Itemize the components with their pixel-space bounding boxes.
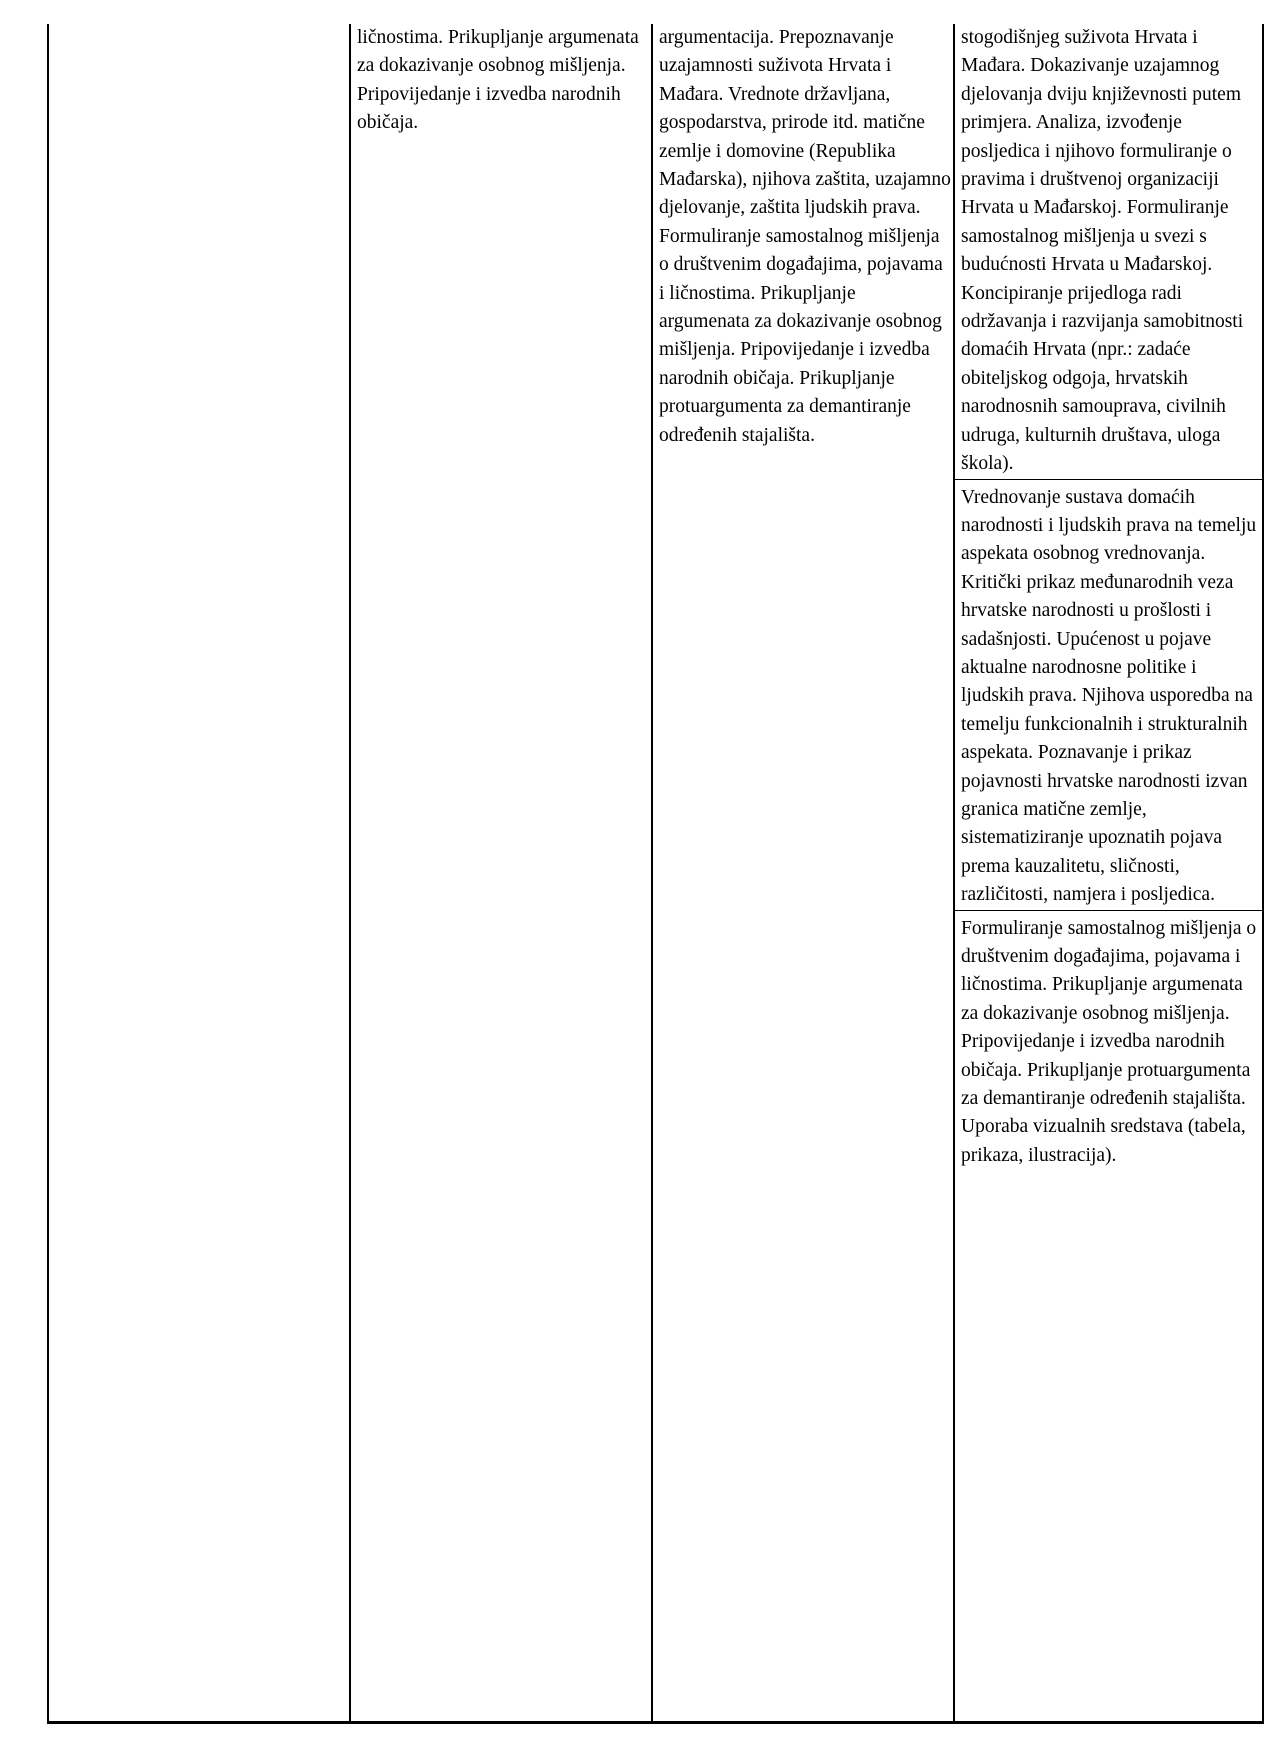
cell-text-col-4-block-3: Formuliranje samostalnog mišljenja o društvenim događajima, pojavama i ličnostima. Prikupljanje argumenata za dokazivanje osobnog mišljenja. Pripovijedanje i izvedba narodnih običaja. Prikupljanje protuargumenta za demantiranje određenih stajališta. Uporaba vizualnih sredstava (tabela, prikaza, ilustracija).	[961, 917, 1257, 1166]
col-4-block-2	[955, 480, 1262, 911]
curriculum-table	[47, 24, 1264, 1724]
col-4-block-1	[955, 24, 1262, 480]
table-cell-col-2	[350, 24, 652, 1723]
cell-text-col-4-block-1: stogodišnjeg suživota Hrvata i Mađara. Dokazivanje uzajamnog djelovanja dviju književnosti putem primjera. Analiza, izvođenje posljedica i njihovo formuliranje o pravima i društvenoj organizaciji Hrvata u Mađarskoj. Formuliranje samostalnog mišljenja u svezi s budućnosti Hrvata u Mađarskoj. Koncipiranje prijedloga radi održavanja i razvijanja samobitnosti domaćih Hrvata (npr.: zadaće obiteljskog odgoja, hrvatskih narodnosnih samouprava, civilnih udruga, kulturnih društava, uloga škola).	[961, 27, 1244, 475]
table-cell-col-4	[954, 24, 1263, 1723]
cell-text-col-3: argumentacija. Prepoznavanje uzajamnosti suživota Hrvata i Mađara. Vrednote državljana, gospodarstva, prirode itd. matične zemlje i domovine (Republika Mađarska), njihova zaštita, uzajamno djelovanje, zaštita ljudskih prava. Formuliranje samostalnog mišljenja o društvenim događajima, pojavama i ličnostima. Prikupljanje argumenata za dokazivanje osobnog mišljenja. Pripovijedanje i izvedba narodnih običaja. Prikupljanje protuargumenta za demantiranje određenih stajališta.	[659, 27, 951, 446]
table-cell-col-1	[48, 24, 350, 1723]
table-row	[48, 24, 1263, 1723]
cell-text-col-4-block-2: Vrednovanje sustava domaćih narodnosti i ljudskih prava na temelju aspekata osobnog vrednovanja. Kritički prikaz međunarodnih veza hrvatske narodnosti u prošlosti i sadašnjosti. Upućenost u pojave aktualne narodnosne politike i ljudskih prava. Njihova usporedba na temelju funkcionalnih i strukturalnih aspekata. Poznavanje i prikaz pojavnosti hrvatske narodnosti izvan granica matične zemlje, sistematiziranje upoznatih pojava prema kauzalitetu, sličnosti, različitosti, namjera i posljedica.	[961, 486, 1257, 906]
table-cell-col-3	[652, 24, 954, 1723]
col-4-block-3	[955, 911, 1262, 1171]
cell-text-col-2: ličnostima. Prikupljanje argumenata za dokazivanje osobnog mišljenja. Pripovijedanje i izvedba narodnih običaja.	[357, 27, 639, 134]
